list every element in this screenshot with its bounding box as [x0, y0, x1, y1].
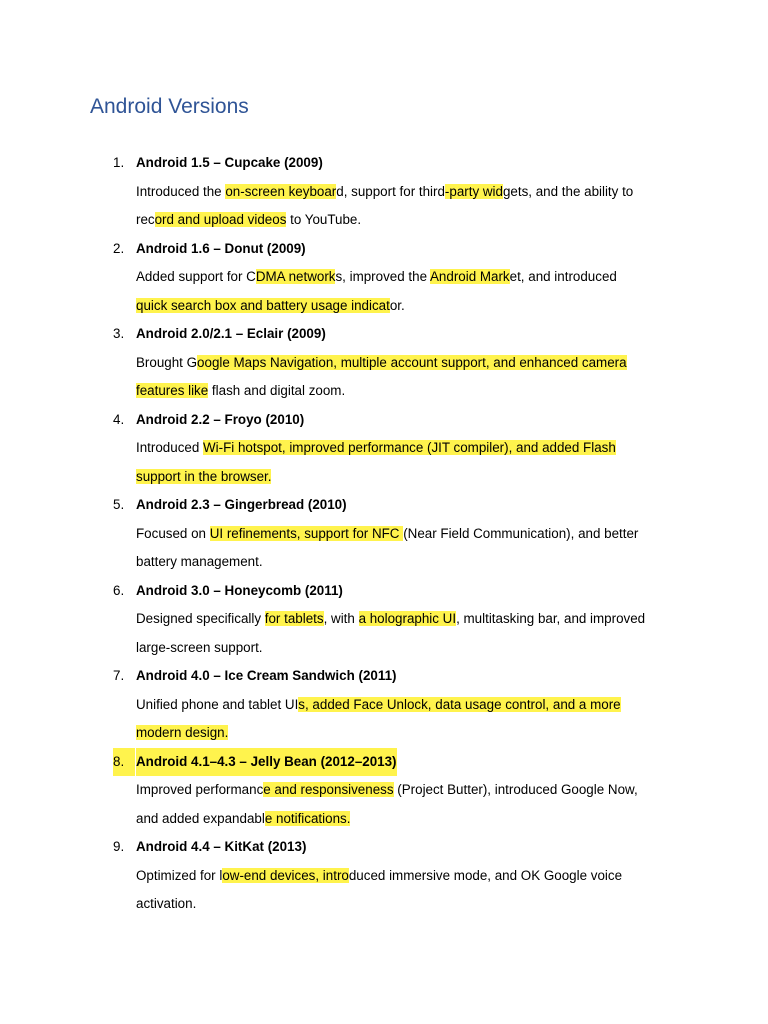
list-item: [0, 748, 768, 834]
version-heading-line: [0, 577, 768, 606]
description-text: [136, 263, 617, 292]
highlighted-text: for tablets: [264, 611, 324, 626]
list-number: 3.: [113, 326, 125, 341]
version-heading: Android 2.3 – Gingerbread (2010): [136, 497, 347, 512]
list-item: [0, 320, 768, 406]
version-heading-line: [0, 320, 768, 349]
description-text: [136, 377, 345, 406]
text-run: (Near Field Communication), and better: [403, 525, 639, 541]
list-item: [0, 491, 768, 577]
description-text: [136, 520, 638, 549]
text-run: Optimized for l: [136, 867, 223, 883]
text-run: Improved performanc: [136, 782, 264, 797]
version-heading: Android 4.0 – Ice Cream Sandwich (2011): [136, 668, 397, 683]
version-heading: Android 2.2 – Froyo (2010): [136, 411, 305, 427]
description-line: [0, 520, 768, 549]
description-text: [136, 292, 405, 321]
highlighted-text: e notifications.: [264, 810, 351, 826]
text-run: gets, and the ability to: [502, 183, 634, 199]
description-line: [0, 377, 768, 406]
version-heading-line: [0, 406, 768, 435]
list-item: [0, 577, 768, 663]
version-heading-line: [0, 235, 768, 264]
version-heading: Android 4.1–4.3 – Jelly Bean (2012–2013): [136, 748, 397, 777]
description-line: [0, 862, 768, 891]
version-heading-line: [0, 491, 768, 520]
highlighted-text: support in the browser.: [136, 468, 272, 484]
description-line: [0, 292, 768, 321]
description-text: [136, 890, 196, 919]
description-text: [136, 691, 621, 720]
text-run: d, support for third: [336, 183, 445, 199]
highlighted-text: s, added Face Unlock, data usage control, and a more: [298, 696, 621, 712]
list-number: 2.: [113, 240, 125, 256]
description-line: [0, 890, 768, 919]
list-item: [0, 235, 768, 321]
list-number: 6.: [113, 582, 125, 598]
highlighted-text: modern design.: [136, 725, 229, 740]
description-text: [136, 178, 633, 207]
description-line: [0, 178, 768, 207]
description-line: [0, 634, 768, 663]
version-heading: Android 3.0 – Honeycomb (2011): [136, 582, 343, 598]
highlighted-text: e and responsiveness: [263, 782, 394, 797]
description-text: [136, 805, 350, 834]
description-text: [136, 634, 263, 663]
description-line: [0, 263, 768, 292]
version-heading-line: [0, 833, 768, 862]
text-run: s, improved the: [335, 269, 430, 284]
version-heading: Android 1.6 – Donut (2009): [136, 240, 306, 256]
description-line: [0, 349, 768, 378]
version-list: [0, 149, 768, 919]
description-text: [136, 862, 622, 891]
list-number: 4.: [113, 411, 125, 427]
text-run: rec: [136, 212, 155, 227]
text-run: Focused on: [136, 525, 210, 541]
description-text: [136, 776, 638, 805]
text-run: large-screen support.: [136, 639, 263, 655]
highlighted-text: ow-end devices, intro: [222, 867, 349, 883]
list-item: [0, 833, 768, 919]
text-run: Introduced: [136, 440, 203, 455]
version-heading-line: [0, 748, 768, 777]
description-line: [0, 691, 768, 720]
version-heading-line: [0, 662, 768, 691]
description-line: [0, 434, 768, 463]
text-run: duced immersive mode, and OK Google voice: [348, 867, 623, 883]
description-text: [136, 349, 627, 378]
description-line: [0, 776, 768, 805]
version-heading: Android 1.5 – Cupcake (2009): [136, 155, 323, 170]
text-run: Introduced the: [136, 183, 226, 199]
description-text: [136, 719, 228, 748]
list-item: [0, 149, 768, 235]
description-text: [136, 548, 263, 577]
version-heading: Android 4.4 – KitKat (2013): [136, 839, 307, 854]
text-run: , with: [323, 611, 359, 626]
version-heading: Android 2.0/2.1 – Eclair (2009): [136, 326, 326, 341]
version-heading-line: [0, 149, 768, 178]
highlighted-text: Wi-Fi hotspot, improved performance (JIT compiler), and added Flash: [203, 440, 616, 455]
description-line: [0, 719, 768, 748]
highlighted-text: -party wid: [444, 183, 503, 199]
text-run: Added support for C: [136, 269, 256, 284]
highlighted-text: on-screen keyboar: [225, 183, 337, 199]
text-run: and added expandabl: [136, 810, 265, 826]
highlighted-text: features like: [136, 383, 209, 398]
text-run: to YouTube.: [286, 212, 362, 227]
page-title: Android Versions: [90, 95, 249, 118]
highlighted-text: DMA network: [255, 269, 336, 284]
list-item: [0, 662, 768, 748]
text-run: et, and introduced: [509, 269, 617, 284]
list-number: 9.: [113, 839, 125, 854]
text-run: flash and digital zoom.: [208, 383, 346, 398]
list-item: [0, 406, 768, 492]
description-line: [0, 206, 768, 235]
text-run: Brought G: [136, 354, 198, 370]
text-run: activation.: [136, 896, 197, 911]
description-text: [136, 605, 645, 634]
list-number: 8.: [113, 748, 135, 777]
description-text: [136, 463, 271, 492]
description-line: [0, 463, 768, 492]
description-line: [0, 605, 768, 634]
text-run: or.: [389, 297, 405, 313]
highlighted-text: a holographic UI: [358, 611, 457, 626]
highlighted-text: quick search box and battery usage indicat: [136, 297, 390, 313]
list-number: 1.: [113, 155, 125, 170]
text-run: Unified phone and tablet UI: [136, 696, 299, 712]
description-line: [0, 805, 768, 834]
description-text: [136, 434, 616, 463]
highlighted-text: UI refinements, support for NFC: [209, 525, 404, 541]
highlighted-text: oogle Maps Navigation, multiple account support, and enhanced camera: [197, 354, 627, 370]
list-number: 5.: [113, 497, 125, 512]
description-text: [136, 206, 361, 235]
text-run: battery management.: [136, 554, 263, 569]
highlighted-text: Android Mark: [430, 269, 510, 284]
list-number: 7.: [113, 668, 125, 683]
text-run: Designed specifically: [136, 611, 265, 626]
text-run: , multitasking bar, and improved: [456, 611, 646, 626]
text-run: (Project Butter), introduced Google Now,: [393, 782, 638, 797]
description-line: [0, 548, 768, 577]
highlighted-text: ord and upload videos: [154, 212, 287, 227]
